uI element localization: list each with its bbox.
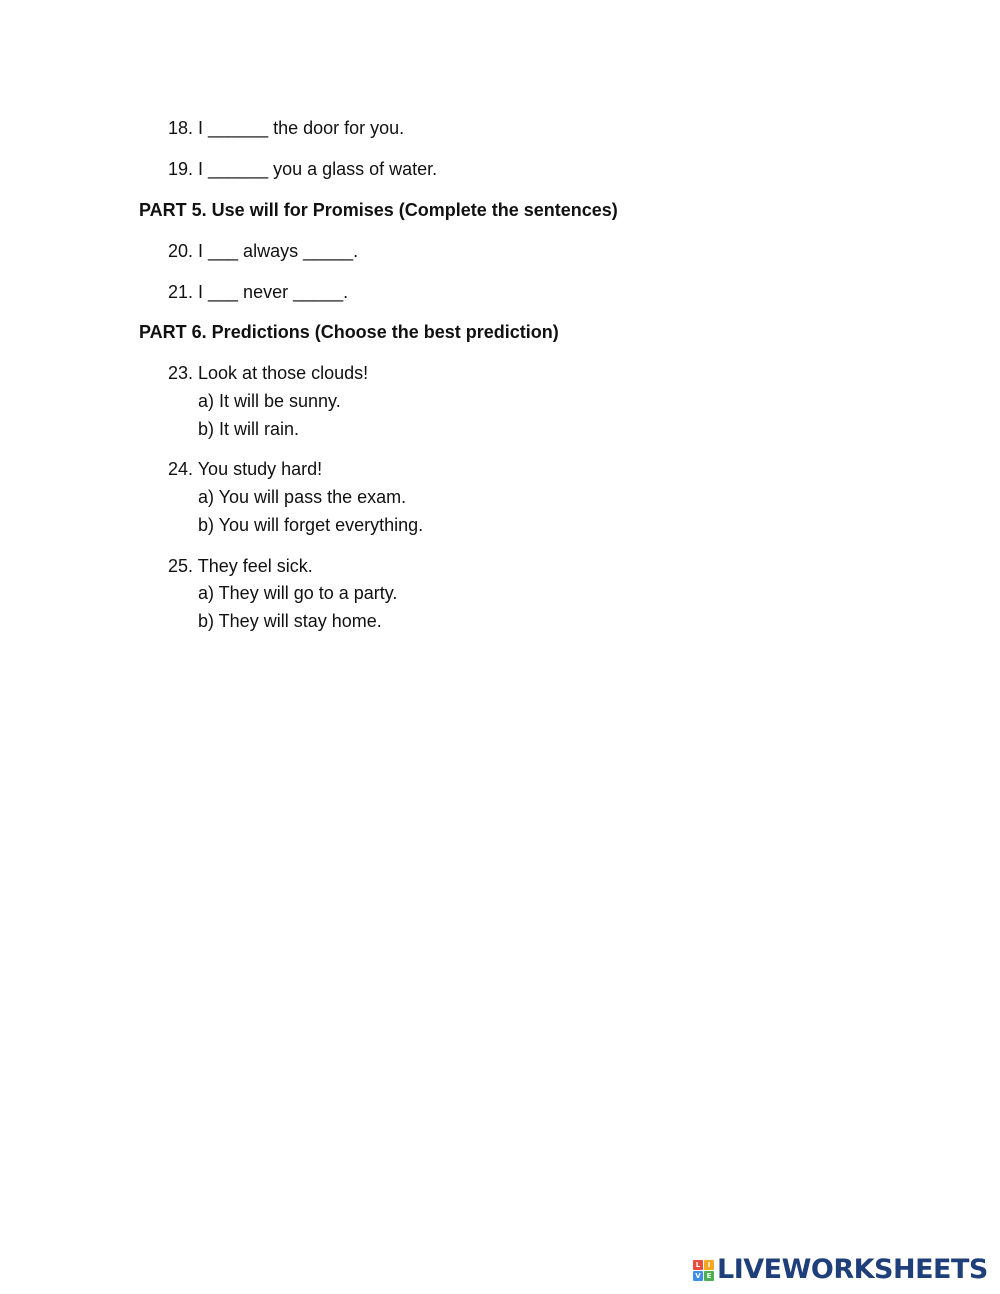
- question-25-option-a: a) They will go to a party.: [198, 583, 398, 603]
- question-24-option-a: a) You will pass the exam.: [198, 487, 407, 507]
- liveworksheets-logo-icon: [693, 1260, 714, 1281]
- question-24: 24. You study hard!: [168, 459, 323, 479]
- question-24-option-b: b) You will forget everything.: [198, 515, 424, 535]
- liveworksheets-logo: [693, 1255, 988, 1285]
- logo-icon-tile: E: [704, 1271, 714, 1281]
- question-23-option-a: a) It will be sunny.: [198, 391, 341, 411]
- question-18: 18. I ______ the door for you.: [168, 118, 405, 138]
- logo-icon-tile: V: [693, 1271, 703, 1281]
- question-25: 25. They feel sick.: [168, 556, 313, 576]
- question-23: 23. Look at those clouds!: [168, 363, 369, 383]
- part5-heading: PART 5. Use will for Promises (Complete the sentences): [139, 200, 618, 220]
- question-25-option-b: b) They will stay home.: [198, 611, 382, 631]
- question-23-option-b: b) It will rain.: [198, 419, 300, 439]
- question-19: 19. I ______ you a glass of water.: [168, 159, 438, 179]
- question-21: 21. I ___ never _____.: [168, 282, 349, 302]
- part6-heading: PART 6. Predictions (Choose the best prediction): [139, 322, 559, 342]
- logo-icon-tile: I: [704, 1260, 714, 1270]
- logo-icon-tile: L: [693, 1260, 703, 1270]
- question-20: 20. I ___ always _____.: [168, 241, 359, 261]
- logo-text: LIVEWORKSHEETS: [717, 1254, 988, 1285]
